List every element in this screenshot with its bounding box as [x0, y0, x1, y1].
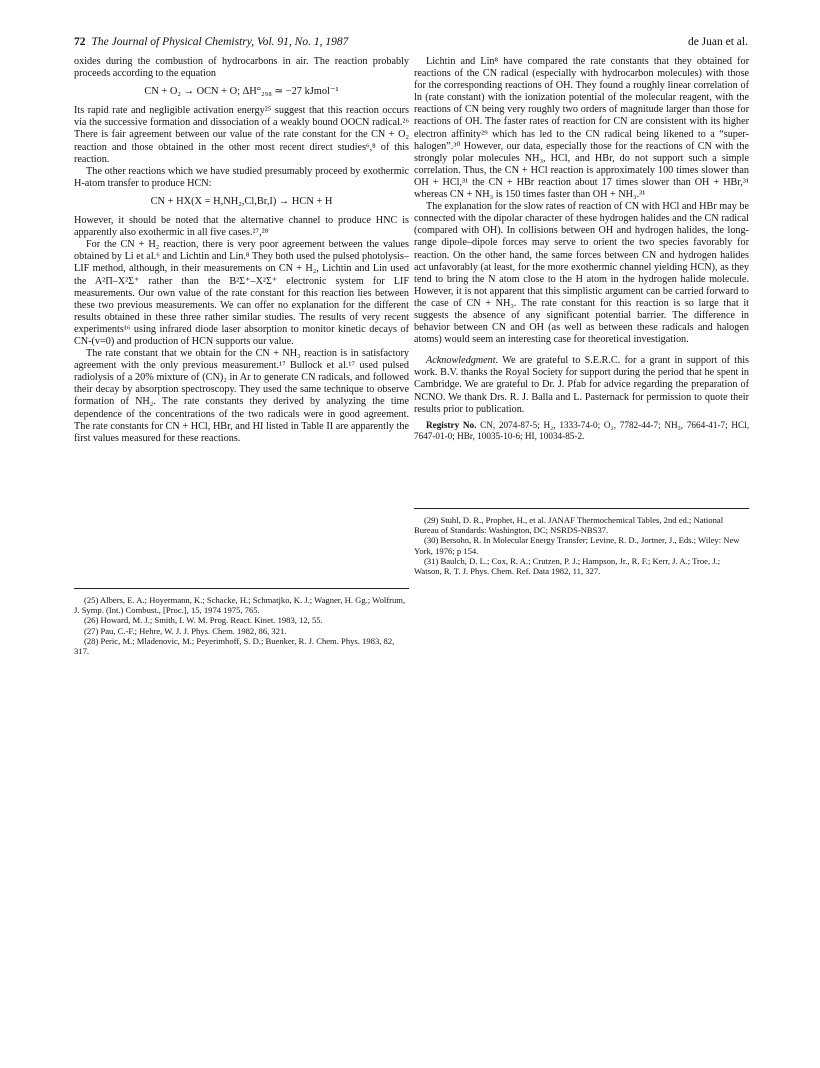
right-column	[414, 56, 749, 442]
registry-text: CN, 2074-87-5; H₂, 1333-74-0; O₂, 7782-44-7; NH₃, 7664-41-7; HCl, 7647-01-0; HBr, 10035-10-6; HI, 10034-85-2.	[414, 419, 749, 441]
paragraph: However, it should be noted that the alternative channel to produce HNC is apparently also exothermic in all five cases.²⁷,²⁸	[74, 215, 409, 239]
equation-h-transfer: CN + HX(X = H,NH₂,Cl,Br,I) → HCN + H	[150, 195, 333, 207]
registry-label: Registry No.	[426, 419, 477, 430]
paragraph: The other reactions which we have studied presumably proceed by exothermic H-atom transfer to produce HCN:	[74, 165, 409, 189]
footnotes-right	[414, 508, 749, 576]
spacer	[414, 346, 749, 355]
registry-numbers	[414, 420, 749, 442]
paragraph: For the CN + H₂ reaction, there is very poor agreement between the values obtained by Li et al.⁶ and Lichtin and Lin.⁸ They both used the pulsed photolysis–LIF method, although, in their measurements on CN + H₂, Lichtin and Lin used the A²Π–X²Σ⁺ rather than the B²Σ⁺–X²Σ⁺ electronic system for LIF measurements. Our own value of the rate constant for this reaction lies between these two previous measurements. We can offer no explanation for the different results obtained in these three rather similar studies. The results of very recent experiments¹⁶ using infrared diode laser absorption to monitor kinetic decays of CN-(v=0) and production of HCN supports our value.	[74, 239, 409, 347]
acknowledgment-text: We are grateful to S.E.R.C. for a grant in support of this work. B.V. thanks the Royal Society for support during the period that he spent in Cambridge. We are grateful to Dr. J. Pfab for advice regarding the preparation of NCNO. We thank Drs. R. J. Balla and L. Pasternack for permission to quote their results prior to publication.	[414, 355, 749, 415]
header-authors: de Juan et al.	[687, 36, 748, 48]
running-header	[74, 36, 748, 52]
header-left	[74, 36, 348, 48]
paragraph: The rate constant that we obtain for the CN + NH₃ reaction is in satisfactory agreement with the only previous measurement.¹⁷ Bullock et al.¹⁷ used pulsed radiolysis of a 20% mixture of (CN)₂ in Ar to generate CN radicals, and followed their decay by absorption spectroscopy. They used the same technique to observe formation of NH₂. The rate constants they derived by analyzing the time dependence of the concentrations of the two radicals were in good agreement. The rate constants for CN + HCl, HBr, and HI listed in Table II are apparently the first values measured for these reactions.	[74, 348, 409, 444]
equation-cn-o2: CN + O₂ → OCN + O; ΔH°₂₉₈ ≃ −27 kJmol⁻¹	[144, 86, 339, 98]
paragraph: oxides during the combustion of hydrocarbons in air. The reaction probably proceeds according to the equation	[74, 56, 409, 80]
footnote: (27) Pau, C.-F.; Hehre, W. J. J. Phys. Chem. 1982, 86, 321.	[84, 625, 287, 636]
journal-citation: The Journal of Physical Chemistry, Vol. 91, No. 1, 1987	[91, 36, 349, 48]
footnote: (31) Baulch, D. L.; Cox, R. A.; Crutzen, P. J.; Hampson, Jr., R. F.; Kerr, J. A.; Troe, J.; Watson, R. T. J. Phys. Chem. Ref. Data 1982, 11, 327.	[414, 555, 721, 577]
acknowledgment	[414, 355, 749, 415]
acknowledgment-label: Acknowledgment.	[426, 355, 499, 367]
footnote: (29) Stuhl, D. R., Prophet, H., et al. JANAF Thermochemical Tables, 2nd ed.; National Bureau of Standards: Washington, DC; NSRDS-NBS37.	[414, 515, 724, 536]
footnote: (26) Howard, M. J.; Smith, I. W. M. Prog. React. Kinet. 1983, 12, 55.	[84, 615, 323, 626]
paragraph: The explanation for the slow rates of reaction of CN with HCl and HBr may be connected with the dipolar character of these hydrogen halides and the CN radical (compared with OH). In collisions between OH and hydrogen halides, the long-range dipole–dipole forces may serve to orient the two species favorably for reaction. On the other hand, the same forces between CN and hydrogen halides act unfavorably (at least, for the more exothermic channel yielding HCN), as they tend to bring the N atom close to the H atom in the hydrogen halide molecule. However, it is not apparent that this simplistic argument can be carried forward to the case of CN + NH₃. The rate constant for this reaction is so large that it suggests the absence of any significant potential barrier. The difference in behavior between CN and OH (as well as between these radicals and halogen atoms) would seem an interesting case for theoretical investigation.	[414, 201, 749, 346]
footnote: (25) Albers, E. A.; Hoyermann, K.; Schacke, H.; Schmatjko, K. J.; Wagner, H. Gg.; Wolfrum, J. Symp. (Int.) Combust., [Proc.], 15, 1974 1975, 765.	[74, 595, 406, 616]
paragraph: Its rapid rate and negligible activation energy²⁵ suggest that this reaction occurs via the successive formation and dissociation of a weakly bound OOCN radical.²⁶ There is fair agreement between our value of the rate constant for the CN + O₂ reaction and those obtained in the other most recent direct studies⁶,⁸ of this reaction.	[74, 105, 409, 165]
left-column	[74, 56, 409, 445]
page-number: 72	[74, 36, 86, 48]
paragraph: Lichtin and Lin⁸ have compared the rate constants that they obtained for reactions of the CN radical (especially with hydrocarbon molecules) with those for the corresponding reactions of OH. They found a roughly linear correlation of ln (rate constant) with the ionization potential of the molecular reagent, with the reactions of CN being very roughly two orders of magnitude larger than those for reactions of OH. The faster rates of reaction for CN are consistent with its higher electron affinity²⁹ which has led to the CN radical being likened to a “super-halogen”.³⁰ However, our data, especially those for the reactions of CN with the strongly polar molecules NH₃, HCl, and HBr, do not support such a simple correlation. Thus, the CN + HCl reaction is approximately 100 times slower than OH + HCl,³¹ the CN + HBr reaction about 17 times slower than OH + HBr,³¹ whereas CN + NH₃ is 150 times faster than OH + NH₃.³¹	[414, 56, 749, 201]
footnote: (28) Peric, M.; Mladenovic, M.; Peyerimhoff, S. D.; Buenker, R. J. Chem. Phys. 1983, 82, 317.	[74, 635, 395, 657]
footnotes-left	[74, 588, 409, 656]
footnote: (30) Bersohn, R. In Molecular Energy Transfer; Levine, R. D., Jortner, J., Eds.; Wiley: New York, 1976; p 154.	[414, 535, 740, 556]
